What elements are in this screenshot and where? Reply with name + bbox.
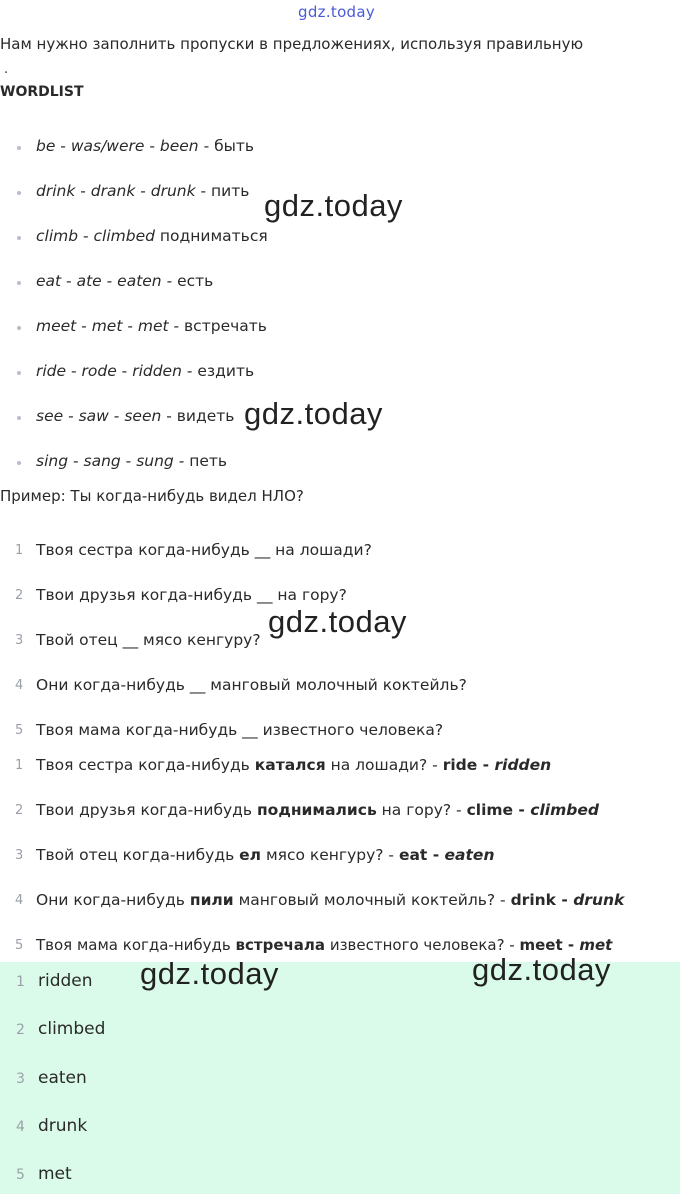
- wordlist-item: ride - rode - ridden - ездить: [36, 362, 255, 380]
- translation-text: Твоя мама когда-нибудь встречала известного человека? - meet - met: [36, 936, 613, 954]
- watermark: gdz.today: [268, 604, 407, 639]
- bullet-icon: [17, 146, 21, 150]
- translation-text: Они когда-нибудь пили манговый молочный коктейль? - drink - drunk: [36, 891, 625, 909]
- bullet-icon: [17, 281, 21, 285]
- translation-number: 1: [15, 758, 24, 773]
- question-text: Твоя мама когда-нибудь __ известного человека?: [36, 721, 444, 739]
- bullet-icon: [17, 191, 21, 195]
- watermark: gdz.today: [140, 956, 279, 991]
- translation-number: 4: [15, 893, 24, 908]
- question-number: 1: [15, 543, 24, 558]
- question-text: Твой отец __ мясо кенгуру?: [36, 631, 261, 649]
- answer-number: 5: [16, 1167, 25, 1183]
- wordlist-item: meet - met - met - встречать: [36, 317, 267, 335]
- bullet-icon: [17, 236, 21, 240]
- wordlist-item: be - was/were - been - быть: [36, 137, 255, 155]
- answer-text: ridden: [38, 971, 93, 991]
- bullet-icon: [17, 326, 21, 330]
- translation-number: 5: [15, 938, 24, 953]
- translation-text: Твоя сестра когда-нибудь катался на лошади? - ride - ridden: [36, 756, 552, 774]
- wordlist-item: see - saw - seen - видеть: [36, 407, 235, 425]
- intro-dot: .: [4, 62, 9, 77]
- bullet-icon: [17, 461, 21, 465]
- watermark: gdz.today: [264, 188, 403, 223]
- site-logo[interactable]: gdz.today: [298, 3, 376, 21]
- wordlist-item: climb - climbed подниматься: [36, 227, 268, 245]
- translation-number: 2: [15, 803, 24, 818]
- answer-number: 2: [16, 1022, 25, 1038]
- wordlist-item: eat - ate - eaten - есть: [36, 272, 214, 290]
- question-text: Они когда-нибудь __ манговый молочный коктейль?: [36, 676, 467, 694]
- translation-number: 3: [15, 848, 24, 863]
- answer-number: 1: [16, 974, 25, 990]
- answer-text: eaten: [38, 1068, 87, 1088]
- watermark: gdz.today: [244, 396, 383, 431]
- question-number: 5: [15, 723, 24, 738]
- bullet-icon: [17, 416, 21, 420]
- wordlist-heading: WORDLIST: [0, 84, 84, 100]
- answer-number: 3: [16, 1071, 25, 1087]
- wordlist-item: drink - drank - drunk - пить: [36, 182, 250, 200]
- question-number: 2: [15, 588, 24, 603]
- answer-number: 4: [16, 1119, 25, 1135]
- question-text: Твоя сестра когда-нибудь __ на лошади?: [36, 541, 372, 559]
- translation-text: Твои друзья когда-нибудь поднимались на гору? - clime - climbed: [36, 801, 599, 819]
- bullet-icon: [17, 371, 21, 375]
- answer-text: climbed: [38, 1019, 106, 1039]
- answer-text: met: [38, 1164, 72, 1184]
- wordlist-item: sing - sang - sung - петь: [36, 452, 228, 470]
- watermark: gdz.today: [472, 952, 611, 987]
- answer-text: drunk: [38, 1116, 88, 1136]
- question-number: 3: [15, 633, 24, 648]
- translation-text: Твой отец когда-нибудь ел мясо кенгуру? - eat - eaten: [36, 846, 495, 864]
- answer-panel: [0, 962, 680, 1194]
- task-intro: Нам нужно заполнить пропуски в предложениях, используя правильную: [0, 35, 584, 53]
- question-number: 4: [15, 678, 24, 693]
- question-text: Твои друзья когда-нибудь __ на гору?: [36, 586, 347, 604]
- example-sentence: Пример: Ты когда-нибудь видел НЛО?: [0, 487, 304, 505]
